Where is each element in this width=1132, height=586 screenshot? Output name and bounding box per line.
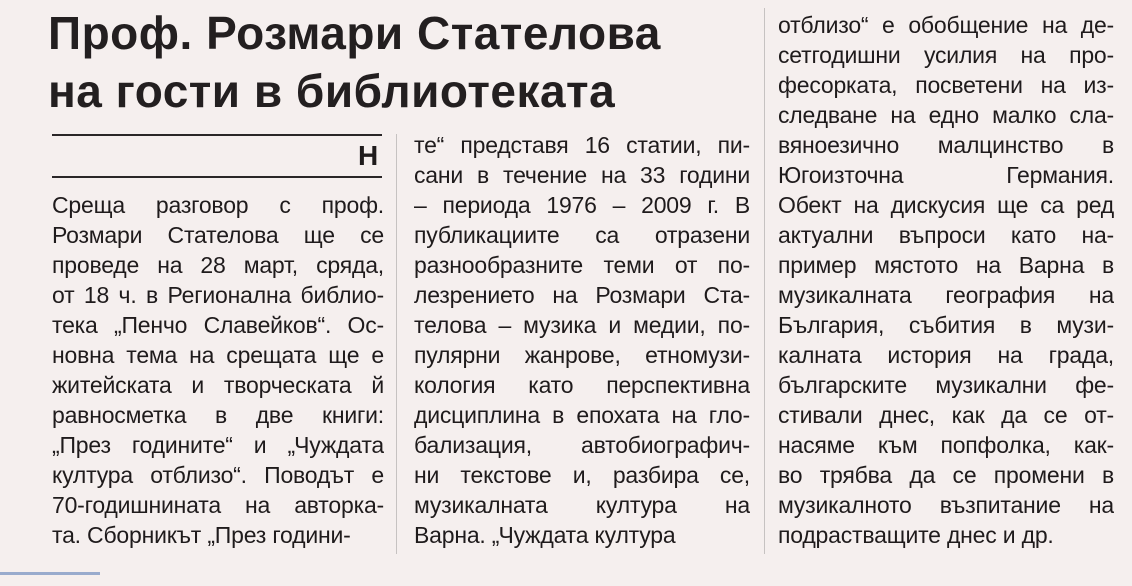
text-line: Среща разговор с проф. — [52, 192, 384, 218]
byline-rule-top — [52, 134, 382, 136]
author-initial: Н — [358, 140, 379, 171]
text-line: „През годините“ и „Чуждата — [52, 432, 384, 458]
scan-edge-mark — [0, 572, 100, 575]
text-line: во трябва да се промени в — [778, 462, 1114, 488]
text-line: България, събития в музи- — [778, 312, 1114, 338]
text-line: та. Сборникът „През години- — [52, 522, 351, 548]
article-column-1 — [52, 190, 384, 550]
text-line: от 18 ч. в Регионална библио- — [52, 282, 384, 308]
text-line: Розмари Стателова ще се — [52, 222, 384, 248]
text-line: кология като перспективна — [414, 372, 750, 398]
text-line: сетгодишни усилия на про- — [778, 42, 1114, 68]
text-line: те“ представя 16 статии, пи- — [414, 132, 750, 158]
text-line: музикалното възпитание на — [778, 492, 1114, 518]
text-line: бализация, автобиографич- — [414, 432, 750, 458]
text-line: сани в течение на 33 години — [414, 162, 750, 188]
article-column-2 — [414, 130, 750, 550]
text-line: дисциплина в епохата на гло- — [414, 402, 750, 428]
text-line: новна тема на срещата ще е — [52, 342, 384, 368]
text-line: проведе на 28 март, сряда, — [52, 252, 384, 278]
text-line: музикалната култура на — [414, 492, 750, 518]
text-line: култура отблизо“. Поводът е — [52, 462, 384, 488]
text-line: Югоизточна Германия. — [778, 162, 1114, 188]
column-divider — [764, 8, 765, 554]
text-line: подрастващите днес и др. — [778, 522, 1054, 548]
text-line: българските музикални фе- — [778, 372, 1114, 398]
text-line: тека „Пенчо Славейков“. Ос- — [52, 312, 384, 338]
text-line: житейската и творческата й — [52, 372, 384, 398]
text-line: 70-годишнината на авторка- — [52, 492, 384, 518]
headline-line: Проф. Розмари Стателова — [48, 7, 661, 59]
text-line: пулярни жанрове, етномузи- — [414, 342, 750, 368]
text-line: лезрението на Розмари Ста- — [414, 282, 750, 308]
text-line: актуални въпроси като на- — [778, 222, 1114, 248]
text-line: отблизо“ е обобщение на де- — [778, 12, 1114, 38]
column-divider — [396, 134, 397, 554]
text-line: Варна. „Чуждата култура — [414, 522, 676, 548]
text-line: вяноезично малцинство в — [778, 132, 1114, 158]
article-column-3 — [778, 10, 1114, 550]
headline-line: на гости в библиотеката — [48, 65, 616, 117]
text-line: публикациите са отразени — [414, 222, 750, 248]
text-line: музикалната география на — [778, 282, 1114, 308]
text-line: Обект на дискусия ще са ред — [778, 192, 1114, 218]
byline-rule-bottom — [52, 176, 382, 178]
text-line: телова – музика и медии, по- — [414, 312, 750, 338]
text-line: калната история на града, — [778, 342, 1114, 368]
text-line: разнообразните теми от по- — [414, 252, 750, 278]
text-line: ни текстове и, разбира се, — [414, 462, 750, 488]
text-line: следване на едно малко сла- — [778, 102, 1114, 128]
headline — [48, 4, 768, 120]
text-line: равносметка в две книги: — [52, 402, 384, 428]
text-line: пример мястото на Варна в — [778, 252, 1114, 278]
text-line: – периода 1976 – 2009 г. В — [414, 192, 750, 218]
text-line: фесорката, посветени на из- — [778, 72, 1114, 98]
text-line: насяме към попфолка, как- — [778, 432, 1114, 458]
text-line: стивали днес, как да се от- — [778, 402, 1114, 428]
